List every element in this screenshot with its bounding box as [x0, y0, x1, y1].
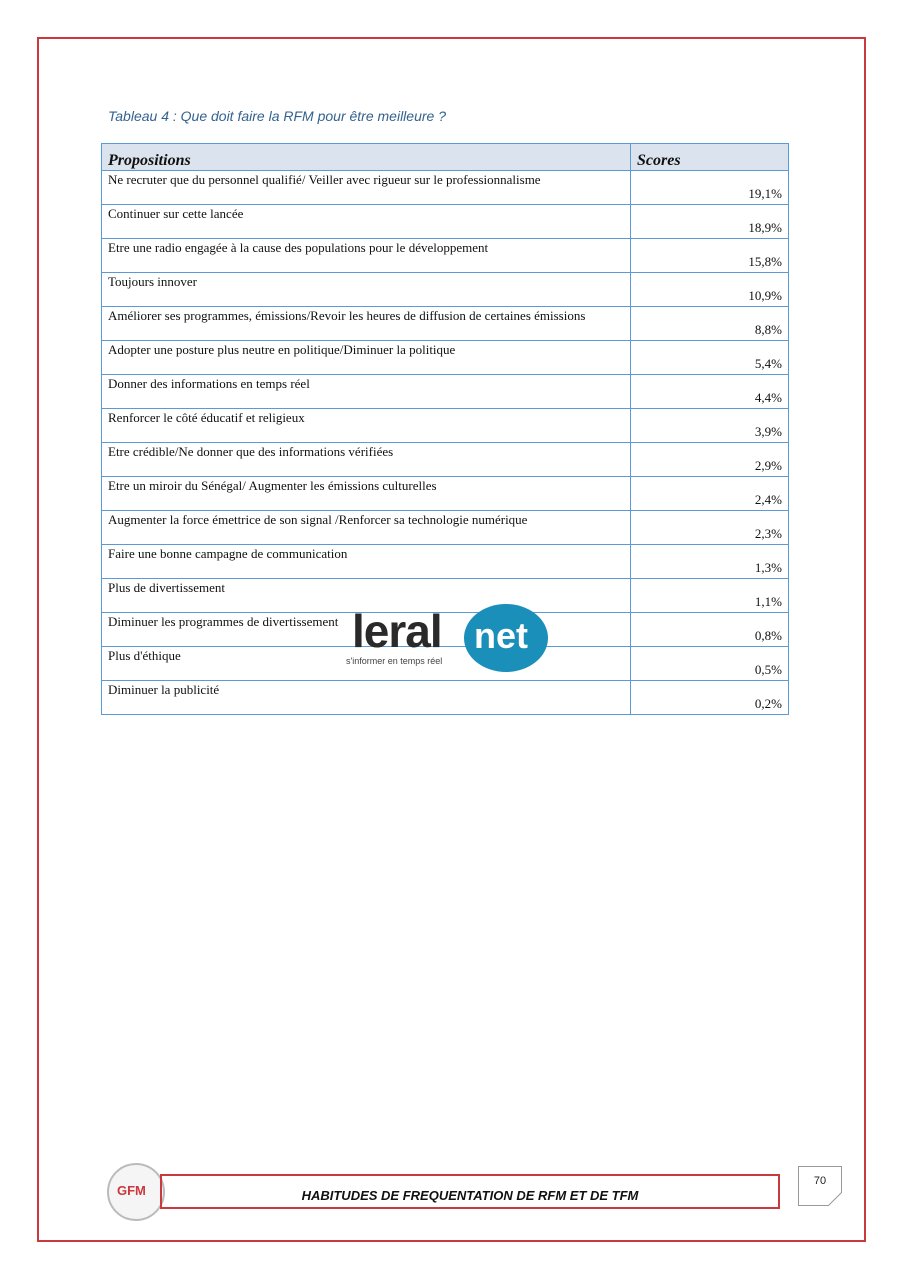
score-cell: 8,8%	[631, 307, 789, 341]
footer-title: HABITUDES DE FREQUENTATION DE RFM ET DE TFM	[301, 1188, 639, 1203]
watermark-suffix: net	[474, 615, 528, 656]
score-cell: 0,8%	[631, 613, 789, 647]
table-row	[102, 511, 789, 545]
score-cell: 0,5%	[631, 647, 789, 681]
proposition-cell: Donner des informations en temps réel	[102, 375, 631, 409]
score-cell: 2,4%	[631, 477, 789, 511]
proposition-cell: Etre une radio engagée à la cause des populations pour le développement	[102, 239, 631, 273]
table-row	[102, 681, 789, 715]
table-row	[102, 443, 789, 477]
proposition-cell: Augmenter la force émettrice de son signal /Renforcer sa technologie numérique	[102, 511, 631, 545]
table-row	[102, 205, 789, 239]
score-cell: 0,2%	[631, 681, 789, 715]
proposition-cell: Adopter une posture plus neutre en politique/Diminuer la politique	[102, 341, 631, 375]
proposition-cell: Faire une bonne campagne de communication	[102, 545, 631, 579]
score-cell: 1,1%	[631, 579, 789, 613]
proposition-cell: Diminuer la publicité	[102, 681, 631, 715]
score-cell: 1,3%	[631, 545, 789, 579]
table-row	[102, 273, 789, 307]
score-cell: 3,9%	[631, 409, 789, 443]
proposition-cell: Toujours innover	[102, 273, 631, 307]
page-curl-icon	[828, 1192, 842, 1206]
table-header-row	[102, 144, 789, 171]
table-row	[102, 477, 789, 511]
watermark-brand: leral	[352, 605, 442, 657]
proposition-cell: Plus d'éthique	[102, 647, 631, 681]
score-cell: 10,9%	[631, 273, 789, 307]
leralnet-watermark	[346, 604, 552, 674]
proposition-cell: Renforcer le côté éducatif et religieux	[102, 409, 631, 443]
page-number-box	[798, 1166, 842, 1206]
proposition-cell: Ne recruter que du personnel qualifié/ Veiller avec rigueur sur le professionnalisme	[102, 171, 631, 205]
proposition-cell: Etre un miroir du Sénégal/ Augmenter les émissions culturelles	[102, 477, 631, 511]
table-caption: Tableau 4 : Que doit faire la RFM pour être meilleure ?	[108, 108, 446, 124]
table-row	[102, 341, 789, 375]
table-row	[102, 171, 789, 205]
table-row	[102, 409, 789, 443]
score-cell: 19,1%	[631, 171, 789, 205]
header-scores: Scores	[631, 144, 789, 171]
table-row	[102, 375, 789, 409]
score-cell: 18,9%	[631, 205, 789, 239]
watermark-tagline: s'informer en temps réel	[346, 656, 443, 666]
proposition-cell: Etre crédible/Ne donner que des informations vérifiées	[102, 443, 631, 477]
gfm-logo-text: GFM	[117, 1183, 146, 1198]
table-row	[102, 239, 789, 273]
score-cell: 5,4%	[631, 341, 789, 375]
proposition-cell: Diminuer les programmes de divertissement	[102, 613, 631, 647]
table-row	[102, 307, 789, 341]
proposition-cell: Améliorer ses programmes, émissions/Revoir les heures de diffusion de certaines émissions	[102, 307, 631, 341]
gfm-logo	[107, 1163, 165, 1221]
page-number: 70	[813, 1175, 827, 1187]
score-cell: 2,9%	[631, 443, 789, 477]
header-propositions: Propositions	[102, 144, 631, 171]
score-cell: 4,4%	[631, 375, 789, 409]
proposition-cell: Plus de divertissement	[102, 579, 631, 613]
score-cell: 2,3%	[631, 511, 789, 545]
proposition-cell: Continuer sur cette lancée	[102, 205, 631, 239]
table-row	[102, 545, 789, 579]
score-cell: 15,8%	[631, 239, 789, 273]
footer-bar	[160, 1174, 780, 1209]
